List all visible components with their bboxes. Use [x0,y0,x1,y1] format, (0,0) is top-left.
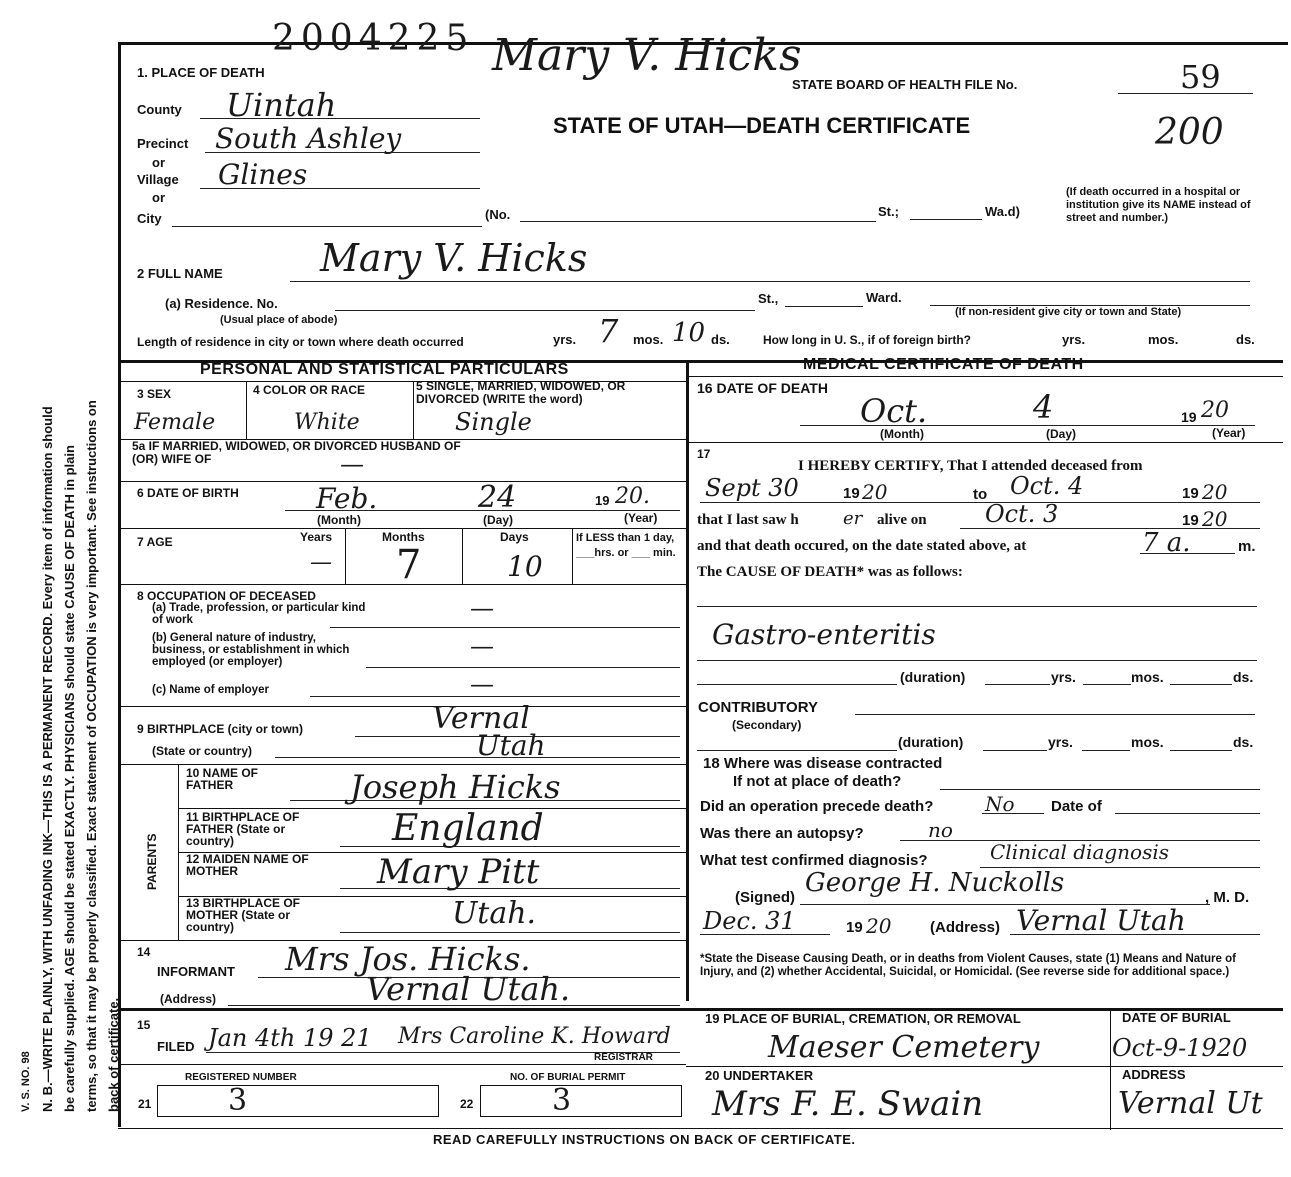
registered-number-prefix: 21 [138,1097,152,1111]
operation-value: No [985,792,1015,816]
center-divider [686,360,689,1001]
city-ward-line [910,219,982,220]
color-value: White [294,410,360,435]
duration-mos-2: mos. [1131,734,1164,750]
dob-label: 6 DATE OF BIRTH [137,486,239,500]
mother-bp-line [340,932,680,933]
dob-day: 24 [478,480,517,515]
or-label-1: or [152,155,165,170]
occupation-c-value: — [470,670,494,698]
hospital-note: (If death occurred in a hospital or institution give its NAME instead of street and number.) [1066,186,1251,224]
footnote: *State the Disease Causing Death, or in deaths from Violent Causes, state (1) Means and Nature of Injury, and (2) whether Accidental, Suicidal, or Homicidal. (See reverse side for additional space.) [700,953,1236,978]
informant-address-label: (Address) [160,992,217,1006]
precinct-value: South Ashley [215,122,402,155]
duration-label-2: (duration) [898,734,964,750]
burial-date-label: DATE OF BURIAL [1122,1010,1231,1025]
burial-permit-label: NO. OF BURIAL PERMIT [510,1072,626,1083]
occ-a-line [330,627,680,628]
occupation-label: 8 OCCUPATION OF DECEASED [137,589,316,603]
filed-num: 15 [137,1018,151,1032]
dur-yrs-line-1 [985,684,1050,685]
test-label: What test confirmed diagnosis? [700,852,928,869]
age-div-2 [462,528,463,584]
last-saw-date: Oct. 3 [985,500,1059,528]
age-months-label: Months [382,530,425,544]
signed-value: George H. Nuckolls [805,868,1065,898]
mother-birthplace: Utah. [452,896,537,931]
cause-value: Gastro-enteritis [712,618,936,651]
dob-month: Feb. [316,482,378,515]
row-line-9 [118,1064,686,1065]
informant-address: Vernal Utah. [366,970,571,1008]
cause-line-1 [697,606,1257,607]
registrar-label: REGISTRAR [594,1052,653,1063]
length-residence-label: Length of residence in city or town where death occurred [137,335,464,349]
parents-label: PARENTS [145,833,159,890]
mother-name-label: 12 MAIDEN NAME OF MOTHER [186,852,309,878]
stamp-number: 2004225 [272,18,475,59]
margin-instruction-2: be carefully supplied. AGE should be stated EXACTLY. PHYSICIANS should state CAUSE OF DEATH in plain [62,445,77,1112]
age-label: 7 AGE [137,535,173,549]
color-divider [413,381,414,439]
registered-number-label: REGISTERED NUMBER [185,1072,297,1083]
filed-date: Jan 4th 19 21 [208,1024,372,1052]
dod-year: 20 [1201,398,1229,423]
age-div-1 [345,528,346,584]
age-months-value: 7 [396,542,422,588]
sign-date: Dec. 31 [703,907,796,935]
row-line-3 [118,528,686,529]
duration-mos-1: mos. [1131,669,1164,685]
last-saw-text: that I last saw h [697,512,799,528]
marital-label: 5 SINGLE, MARRIED, WIDOWED, OR DIVORCED (WRITE the word) [416,379,626,406]
registered-number: 3 [228,1083,248,1118]
row-line-2 [118,481,686,482]
death-occurred-text: and that death occured, on the date stated above, at [697,538,1027,554]
dob-year-prefix: 19 [595,493,610,508]
marital-value: Single [455,408,532,436]
undertaker-label: 20 UNDERTAKER [705,1068,814,1083]
file-no-label: STATE BOARD OF HEALTH FILE No. [792,77,1018,92]
birthplace-label: 9 BIRTHPLACE (city or town) [137,722,304,736]
occupation-a-label: (a) Trade, profession, or particular kind of work [152,602,366,626]
to-label: to [973,486,988,503]
undertaker-address-label: ADDRESS [1122,1067,1186,1082]
city-label: City [137,211,162,226]
m-label: m. [1238,538,1256,555]
burial-place-label: 19 PLACE OF BURIAL, CREMATION, OR REMOVAL [705,1011,1021,1026]
date-of-line [1115,813,1260,814]
undertaker: Mrs F. E. Swain [712,1084,984,1124]
burial-permit-box [480,1085,682,1117]
village-label: Village [137,172,179,187]
contributory-line [855,714,1255,715]
filed-by: Mrs Caroline K. Howard [398,1024,671,1049]
age-years-value: — [310,550,332,575]
full-name-line [290,281,1250,282]
undertaker-address: Vernal Ut [1118,1086,1263,1121]
autopsy-label: Was there an autopsy? [700,825,864,842]
handwritten-name-header: Mary V. Hicks [492,30,802,81]
contributory-label: CONTRIBUTORY [698,699,818,716]
burial-place: Maeser Cemetery [768,1030,1040,1065]
dob-year-label: (Year) [624,511,658,525]
medical-header-line [686,376,1283,377]
from-year-prefix: 19 [843,485,860,502]
age-years-label: Years [300,530,333,544]
foreign-birth-label: How long in U. S., if of foreign birth? [763,333,971,347]
dur-mos-line-2 [1082,750,1130,751]
operation-label: Did an operation precede death? [700,798,934,815]
margin-instruction-4: back of certificate. [106,997,121,1112]
certify-num: 17 [697,447,711,461]
occ-c-line [310,696,680,697]
precinct-label: Precinct [137,136,189,151]
county-label: County [137,102,182,117]
informant-label: INFORMANT [157,964,235,979]
age-days-label: Days [500,530,529,544]
signed-label: (Signed) [735,889,795,906]
informant-value: Mrs Jos. Hicks. [285,940,531,978]
last-saw-year: 20 [1202,507,1228,531]
father-name-label: 10 NAME OF FATHER [186,766,259,792]
duration-line-2 [697,750,897,751]
length-yrs-label: yrs. [553,332,577,347]
from-year: 20 [862,480,888,504]
margin-instruction-1: N. B.—WRITE PLAINLY, WITH UNFADING INK—THIS IS A PERMANENT RECORD. Every item of information should [40,406,55,1112]
occupation-b-label: (b) General nature of industry, business, or establishment in which employed (or employer) [152,632,350,668]
registered-number-box [157,1085,439,1117]
filed-label: FILED [157,1039,195,1054]
dod-day-label: (Day) [1046,427,1077,441]
age-div-3 [572,528,573,584]
row-line-4 [118,584,686,585]
certify-text: I HEREBY CERTIFY, That I attended deceased from [798,458,1143,474]
dod-year-prefix: 19 [1181,409,1197,425]
residence-ward-line [785,306,863,307]
birthplace-state-label: (State or country) [152,744,253,758]
village-value: Glines [218,158,308,191]
certificate-title: STATE OF UTAH—DEATH CERTIFICATE [553,113,971,138]
dod-day: 4 [1033,388,1054,426]
row-line-8 [118,1008,1283,1011]
father-birthplace-label: 11 BIRTHPLACE OF FATHER (State or country) [186,810,300,848]
length-mos-value: 7 [598,312,619,350]
dur-mos-line-1 [1083,684,1131,685]
form-code: V. S. NO. 98 [20,1051,32,1112]
sex-divider [246,381,247,439]
mother-name: Mary Pitt [377,852,540,892]
medical-line-1 [686,442,1283,443]
sex-value: Female [134,410,216,435]
duration-line-1 [697,684,897,685]
residence-ward-label: Ward. [866,290,902,305]
date-of-label: Date of [1051,798,1102,815]
length-ds-label: ds. [711,332,730,347]
father-birthplace: England [392,808,544,849]
test-value: Clinical diagnosis [990,840,1170,864]
occupation-c-label: (c) Name of employer [152,684,269,696]
row-line-5 [118,706,686,707]
county-value: Uintah [226,86,337,124]
last-saw-year-prefix: 19 [1182,512,1199,529]
burial-permit-prefix: 22 [460,1097,474,1111]
personal-header: PERSONAL AND STATISTICAL PARTICULARS [200,361,569,378]
q18-line [940,789,1260,790]
to-year: 20 [1202,480,1228,504]
certificate-number: 200 [1155,112,1224,153]
death-time: 7 a. [1142,528,1191,558]
occupation-b-value: — [470,632,494,660]
duration-ds-2: ds. [1233,734,1254,750]
mother-birthplace-label: 13 BIRTHPLACE OF MOTHER (State or country) [186,896,301,934]
age-days-value: 10 [507,550,543,583]
residence-st-label: St., [758,291,779,306]
dod-label: 16 DATE OF DEATH [697,380,828,396]
burial-line [686,1066,1283,1067]
age-less-label: If LESS than 1 day, ___hrs. or ___ min. [576,532,676,559]
autopsy-value: no [928,818,953,842]
spouse-label: 5a IF MARRIED, WIDOWED, OR DIVORCED HUSBAND OF (OR) WIFE OF [132,439,461,466]
cause-line-2 [697,660,1257,661]
place-of-death-label: 1. PLACE OF DEATH [137,65,265,80]
nonresident-note: (If non-resident give city or town and State) [955,306,1182,318]
duration-ds-1: ds. [1233,669,1254,685]
or-label-2: or [152,190,165,205]
duration-label-1: (duration) [900,669,966,685]
duration-yrs-1: yrs. [1051,669,1076,685]
footer-instructions: READ CAREFULLY INSTRUCTIONS ON BACK OF CERTIFICATE. [433,1132,856,1147]
full-name-value: Mary V. Hicks [320,236,588,280]
foreign-mos-label: mos. [1148,332,1179,347]
foreign-ds-label: ds. [1236,332,1255,347]
last-saw-pronoun: er [843,508,863,529]
occupation-a-value: — [470,594,494,622]
color-label: 4 COLOR OR RACE [253,383,366,397]
duration-yrs-2: yrs. [1048,734,1073,750]
father-name: Joseph Hicks [350,768,561,806]
full-name-label: 2 FULL NAME [137,266,223,281]
spouse-value: — [340,450,364,478]
dod-month: Oct. [860,392,928,430]
md-label: , M. D. [1205,889,1250,906]
length-ds-value: 10 [672,318,706,348]
margin-instruction-3: terms, so that it may be properly classified. Exact statement of OCCUPATION is very important. See instructions on [84,400,99,1112]
city-line [172,226,482,227]
dur-ds-line-2 [1170,750,1232,751]
sign-year: 20 [866,914,892,938]
to-year-prefix: 19 [1182,485,1199,502]
dur-ds-line-1 [1170,684,1232,685]
burial-date: Oct-9-1920 [1112,1034,1248,1062]
length-mos-label: mos. [633,332,664,347]
city-no-line [520,221,876,222]
birthplace-state: Utah [476,729,546,762]
bottom-line [118,1128,1283,1129]
dod-month-label: (Month) [880,427,924,441]
foreign-yrs-label: yrs. [1062,332,1086,347]
dur-yrs-line-2 [983,750,1047,751]
residence-line [335,310,755,311]
sign-address-label: (Address) [930,919,1001,936]
dob-day-label: (Day) [483,513,514,527]
city-st-label: St.; [878,204,899,219]
birthplace-city: Vernal [432,701,530,736]
q18b-label: If not at place of death? [733,773,902,790]
dob-month-label: (Month) [317,513,361,527]
occ-b-line [366,667,680,668]
city-ward-label: Wa.d) [985,204,1020,219]
alive-on-label: alive on [877,512,927,528]
sex-label: 3 SEX [137,387,172,401]
secondary-label: (Secondary) [732,718,802,732]
from-date: Sept 30 [705,474,799,502]
cause-text: The CAUSE OF DEATH* was as follows: [697,564,963,580]
dod-year-label: (Year) [1212,426,1246,440]
residence-label: (a) Residence. No. [165,296,278,311]
file-no-value: 59 [1180,58,1221,96]
residence-sub: (Usual place of abode) [220,314,338,326]
to-date: Oct. 4 [1010,472,1084,500]
row-line-6 [118,764,686,765]
informant-num: 14 [137,945,151,959]
dob-year: 20. [615,484,650,509]
city-no-label: (No. [485,207,511,222]
sign-year-prefix: 19 [846,919,863,936]
sign-address: Vernal Utah [1016,904,1186,937]
q18-label: 18 Where was disease contracted [703,755,943,772]
burial-permit: 3 [552,1083,572,1118]
medical-header: MEDICAL CERTIFICATE OF DEATH [803,356,1084,373]
burial-divider [1110,1008,1111,1130]
